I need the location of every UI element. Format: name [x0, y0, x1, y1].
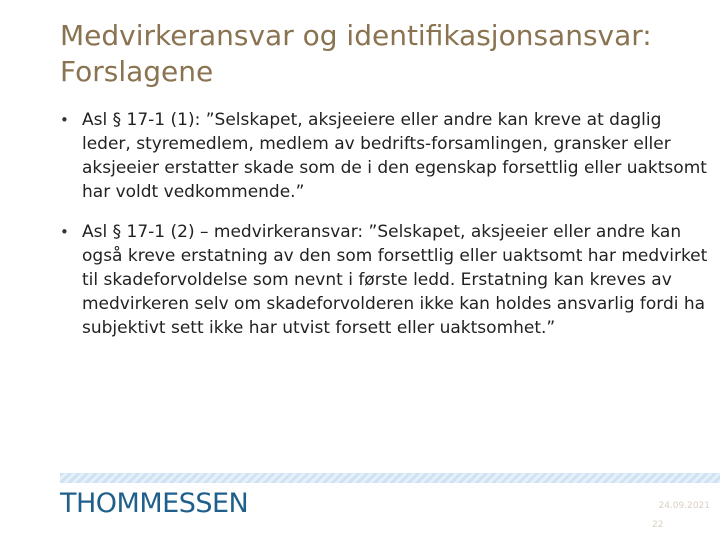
bullet-icon: •: [60, 111, 69, 129]
bullet-item-1: [60, 108, 710, 204]
bullet-icon: •: [60, 223, 69, 241]
bullet-list: [60, 108, 710, 356]
bullet-item-2: [60, 220, 710, 340]
bullet-text-1: Asl § 17-1 (1): ”Selskapet, aksjeeiere eller andre kan kreve at daglig leder, styremedlem, medlem av bedrifts-forsamlingen, gransker eller aksjeeier erstatter skade som de i den egenskap forsettlig eller uaktsomt har voldt vedkommende.”: [82, 110, 707, 202]
footer-divider-stripe: [60, 473, 720, 483]
footer-date: 24.09.2021: [658, 501, 710, 511]
thommessen-logo: THOMMESSEN: [60, 488, 249, 519]
bullet-text-2: Asl § 17-1 (2) – medvirkeransvar: ”Selskapet, aksjeeier eller andre kan også kreve erstatning av den som forsettlig eller uaktsomt har medvirket til skadeforvoldelse som nevnt i første ledd. Erstatning kan kreves av medvirkeren selv om skadeforvolderen ikke kan holdes ansvarlig fordi ha subjektivt sett ikke har utvist forsett eller uaktsomhet.”: [82, 222, 708, 338]
slide-title: Medvirkeransvar og identifikasjonsansvar: Forslagene: [60, 19, 652, 88]
footer-page-number: 22: [652, 520, 664, 530]
